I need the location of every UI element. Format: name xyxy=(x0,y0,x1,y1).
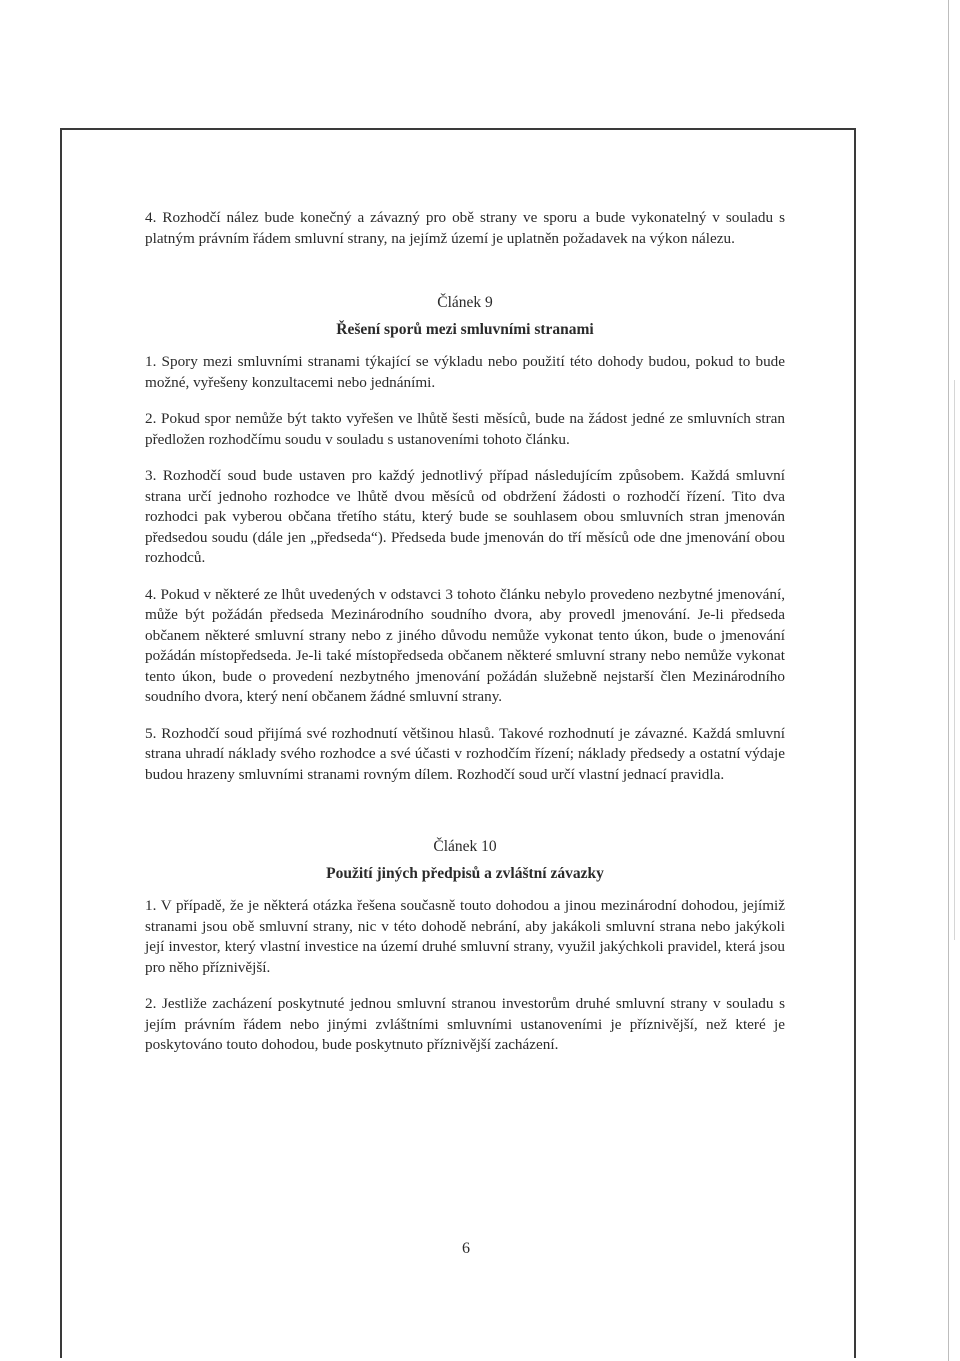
article-9-paragraph-1: 1. Spory mezi smluvními stranami týkající se výkladu nebo použití této dohody budou, pokud to bude možné, vyřešeny konzultacemi nebo jednáními. xyxy=(145,353,785,391)
article-9-number: Článek 9 xyxy=(437,294,493,311)
article-9-paragraph-2: 2. Pokud spor nemůže být takto vyřešen ve lhůtě šesti měsíců, bude na žádost jedné ze smluvních stran předložen rozhodčímu soudu v souladu s ustanoveními tohoto článku. xyxy=(145,410,785,448)
article-9-paragraph-3: 3. Rozhodčí soud bude ustaven pro každý jednotlivý případ následujícím způsobem. Každá smluvní strana určí jednoho rozhodce ve lhůtě dvou měsíců od obdržení žádosti o rozhodčí řízení. Tito dva rozhodci pak vyberou občana třetího státu, který bude se souhlasem obou smluvních stran jmenován předsedou soudu (dále jen „předseda“). Předseda bude jmenován do tří měsíců ode dne jmenování obou rozhodců. xyxy=(145,467,785,566)
binder-edge-line-secondary xyxy=(954,380,955,940)
article-9-title: Řešení sporů mezi smluvními stranami xyxy=(336,320,594,338)
article-9-paragraph-5: 5. Rozhodčí soud přijímá své rozhodnutí většinou hlasů. Takové rozhodnutí je závazné. Každá smluvní strana uhradí náklady svého rozhodce a své účasti v rozhodčím řízení; náklady předsedy a ostatní výdaje budou hrazeny smluvními stranami rovným dílem. Rozhodčí soud určí vlastní jednací pravidla. xyxy=(145,724,785,783)
article-9-heading xyxy=(145,293,785,340)
article-10-heading xyxy=(145,837,785,884)
paragraph-arbitration-final: 4. Rozhodčí nález bude konečný a závazný pro obě strany ve sporu a bude vykonatelný v souladu s platným právním řádem smluvní strany, na jejímž území je uplatněn požadavek na výkon nálezu. xyxy=(145,209,785,247)
article-10-title: Použití jiných předpisů a zvláštní závazky xyxy=(326,864,604,882)
page-number: 6 xyxy=(462,1240,470,1257)
binder-edge-line xyxy=(948,0,949,1361)
article-10-paragraph-2: 2. Jestliže zacházení poskytnuté jednou smluvní stranou investorům druhé smluvní strany v souladu s jejím právním řádem nebo jinými zvláštními smluvními ustanoveními je příznivější, než které je poskytováno touto dohodou, bude poskytnuto příznivější zacházení. xyxy=(145,995,785,1053)
article-10-number: Článek 10 xyxy=(433,838,497,855)
document-body xyxy=(145,208,785,1056)
article-10-paragraph-1: 1. V případě, že je některá otázka řešena současně touto dohodou a jinou mezinárodní dohodou, jejímiž stranami jsou obě smluvní strany, nic v této dohodě nebrání, aby jakákoli smluvní strana nebo jakýkoli její investor, který vlastní investice na území druhé smluvní strany, využil jakýchkoli pravidel, která jsou pro něho příznivější. xyxy=(145,897,785,976)
article-9-paragraph-4: 4. Pokud v některé ze lhůt uvedených v odstavci 3 tohoto článku nebylo provedeno nezbytné jmenování, může být požádán předseda Mezinárodního soudního dvora, aby provedl jmenování. Je-li předseda občanem některé smluvní strany nebo z jiného důvodu nemůže vykonat tento úkon, bude o jmenování požádán místopředseda. Je-li také místopředseda občanem některé smluvní strany nebo nemůže vykonat tento úkon, bude o provedení nezbytného jmenování požádán služebně nejstarší člen Mezinárodního soudního dvora, který není občanem žádné smluvní strany. xyxy=(145,585,785,705)
